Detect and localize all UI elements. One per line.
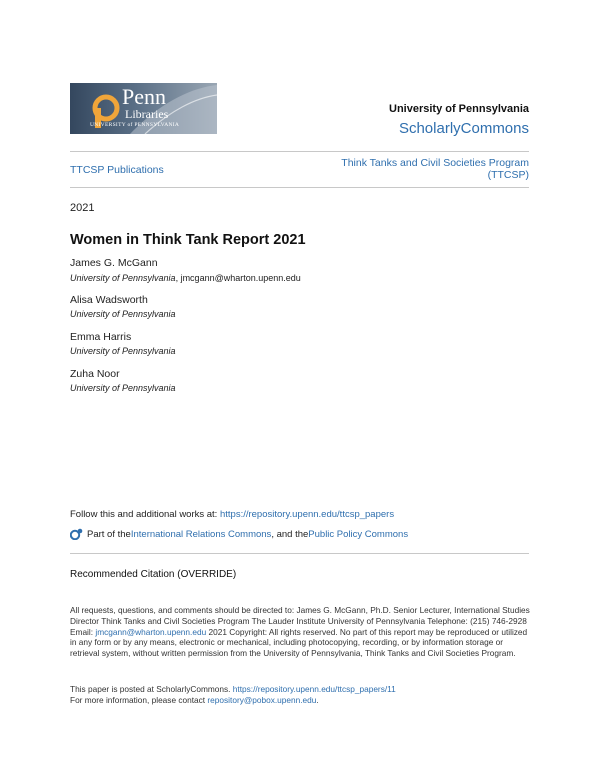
posted-text: This paper is posted at ScholarlyCommons.: [70, 684, 233, 694]
series-divider: [70, 187, 529, 188]
part-of-prefix: Part of the: [87, 528, 131, 540]
logo-libraries-text: Libraries: [125, 107, 169, 121]
author-affiliation: [70, 383, 176, 393]
author-name: Emma Harris: [70, 331, 132, 343]
contact-email-link[interactable]: jmcgann@wharton.upenn.edu: [95, 626, 207, 637]
author-affiliation: [70, 309, 176, 319]
author-name: Alisa Wadsworth: [70, 294, 148, 306]
part-of-middle: , and the: [271, 528, 309, 540]
repository-email-link[interactable]: repository@pobox.upenn.edu: [207, 695, 317, 705]
posted-paragraph: [70, 684, 530, 706]
public-policy-commons-link[interactable]: Public Policy Commons: [308, 528, 409, 540]
international-relations-commons-link[interactable]: International Relations Commons: [130, 528, 272, 540]
affiliation-text: University of Pennsylvania: [70, 273, 176, 283]
follow-line: [70, 509, 394, 520]
paper-title: Women in Think Tank Report 2021: [70, 232, 306, 248]
paper-url-link[interactable]: https://repository.upenn.edu/ttcsp_papers/11: [232, 684, 396, 694]
scholarlycommons-link[interactable]: ScholarlyCommons: [398, 120, 529, 137]
program-link[interactable]: Think Tanks and Civil Societies Program (TTCSP): [341, 157, 529, 181]
publication-year: 2021: [70, 202, 95, 214]
header-divider: [70, 151, 529, 152]
author-affiliation: [70, 346, 176, 356]
author-name: Zuha Noor: [70, 368, 120, 380]
follow-link[interactable]: https://repository.upenn.edu/ttcsp_papers: [219, 509, 395, 520]
university-name: University of Pennsylvania: [389, 103, 529, 115]
affiliation-text: University of Pennsylvania: [70, 309, 176, 319]
logo-penn-text: Penn: [122, 84, 166, 109]
requests-text: All requests, questions, and comments should be directed to: James G. McGann, Ph.D. Senior Lecturer, International Studies Director Think Tanks and Civil Societies Program The Lauder Institute University of Pennsylvania Telephone: (215) 746-2928 Email:: [70, 605, 530, 637]
part-of-line: [70, 528, 408, 540]
author-email: , jmcgann@wharton.upenn.edu: [175, 273, 301, 283]
recommended-citation: Recommended Citation (OVERRIDE): [70, 569, 237, 580]
affiliation-text: University of Pennsylvania: [70, 383, 176, 393]
penn-libraries-logo[interactable]: [70, 83, 217, 134]
requests-paragraph: [70, 605, 530, 659]
logo-subtitle: UNIVERSITY of PENNSYLVANIA: [90, 122, 180, 128]
series-link[interactable]: TTCSP Publications: [70, 164, 164, 176]
commons-network-icon: [70, 528, 83, 540]
follow-text: Follow this and additional works at:: [70, 509, 220, 520]
citation-divider: [70, 553, 529, 554]
contact-line: [70, 695, 530, 706]
author-name: James G. McGann: [70, 257, 158, 269]
affiliation-text: University of Pennsylvania: [70, 346, 176, 356]
posted-line: [70, 684, 530, 695]
author-affiliation: [70, 273, 301, 283]
contact-text: For more information, please contact: [70, 695, 208, 705]
contact-end: .: [316, 695, 319, 705]
copyright-text: 2021 Copyright: All rights reserved. No part of this report may be reproduced or utilized in any form or by any means, electronic or mechanical, including photocopying, recording, or by information storage or retrieval system, without written permission from the University of Pennsylvania, Think Tanks and Civil Societies Program.: [70, 626, 528, 659]
